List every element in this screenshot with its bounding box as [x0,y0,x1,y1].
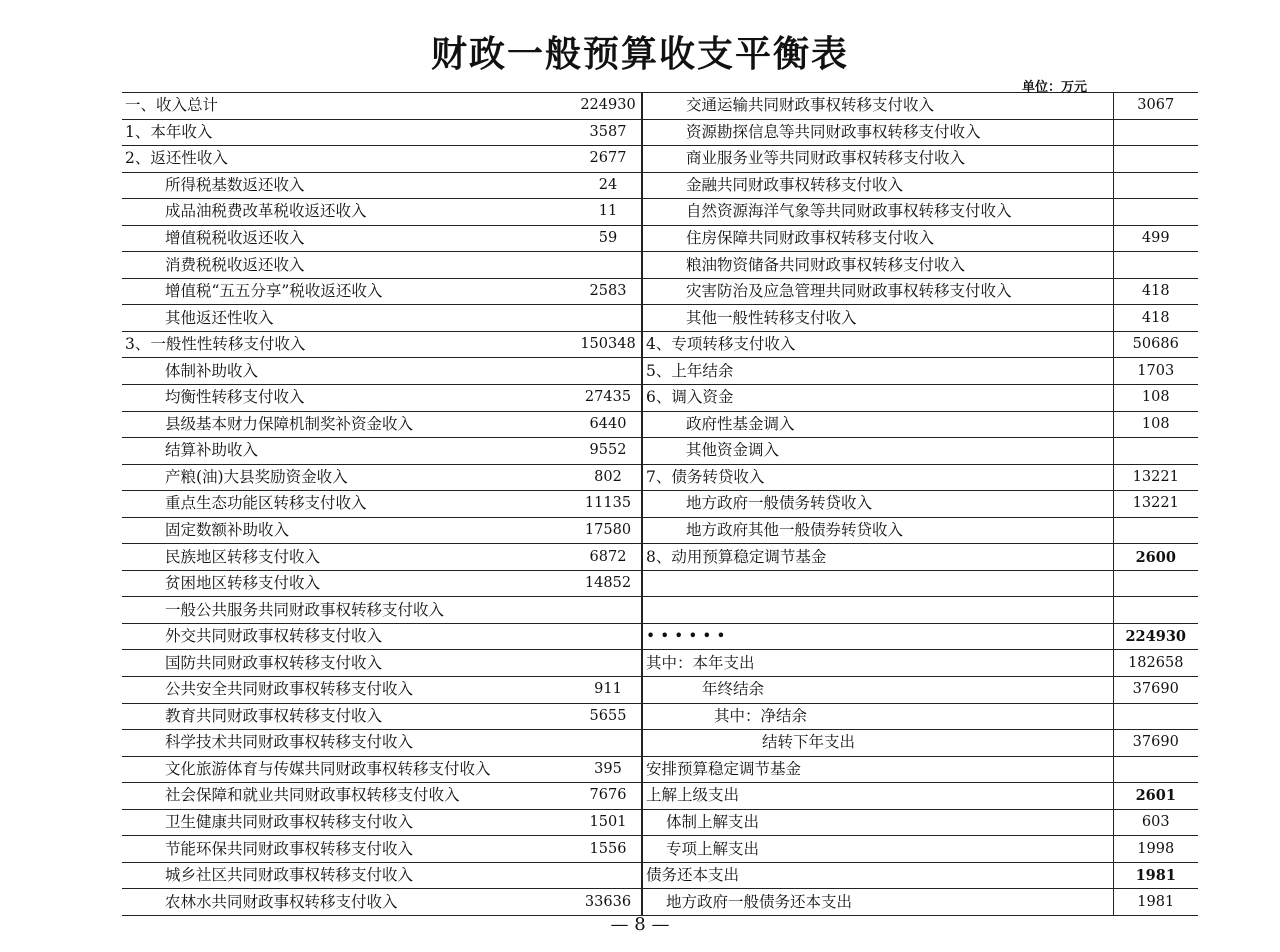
left-value-cell: 7676 [575,783,642,810]
left-value-cell: 59 [575,225,642,252]
left-label-cell: 所得税基数返还收入 [122,172,575,199]
left-label-cell: 增值税“五五分享”税收返还收入 [122,278,575,305]
right-value-cell [1113,756,1198,783]
left-value-cell: 802 [575,464,642,491]
table-row [122,278,1198,305]
table-row [122,305,1198,332]
right-label-cell: 金融共同财政事权转移支付收入 [642,172,1113,199]
right-label-cell: 资源勘探信息等共同财政事权转移支付收入 [642,119,1113,146]
left-value-cell: 395 [575,756,642,783]
table-row [122,623,1198,650]
left-label-cell: 科学技术共同财政事权转移支付收入 [122,730,575,757]
left-label-cell: 消费税税收返还收入 [122,252,575,279]
table-row [122,517,1198,544]
left-value-cell [575,305,642,332]
left-label-cell: 卫生健康共同财政事权转移支付收入 [122,809,575,836]
right-label-cell: 其中：净结余 [642,703,1113,730]
left-label-cell: 公共安全共同财政事权转移支付收入 [122,677,575,704]
right-label-cell: 上解上级支出 [642,783,1113,810]
left-value-cell [575,730,642,757]
left-value-cell [575,650,642,677]
right-label-cell: 年终结余 [642,677,1113,704]
left-label-cell: 重点生态功能区转移支付收入 [122,491,575,518]
left-label-cell: 增值税税收返还收入 [122,225,575,252]
table-row [122,385,1198,412]
table-row [122,331,1198,358]
unit-label: 单位：万元 [1022,80,1088,95]
left-label-cell: 外交共同财政事权转移支付收入 [122,623,575,650]
left-label-cell: 城乡社区共同财政事权转移支付收入 [122,862,575,889]
left-value-cell: 27435 [575,385,642,412]
left-value-cell [575,252,642,279]
table-row [122,146,1198,173]
right-label-cell: 其他资金调入 [642,438,1113,465]
right-value-cell: 418 [1113,278,1198,305]
right-label-cell: 住房保障共同财政事权转移支付收入 [642,225,1113,252]
left-label-cell: 1、本年收入 [122,119,575,146]
right-value-cell: 50686 [1113,331,1198,358]
left-label-cell: 固定数额补助收入 [122,517,575,544]
left-label-cell: 一、收入总计 [122,93,575,120]
right-value-cell: 37690 [1113,730,1198,757]
right-value-cell: 108 [1113,385,1198,412]
right-label-cell: 自然资源海洋气象等共同财政事权转移支付收入 [642,199,1113,226]
right-value-cell: 499 [1113,225,1198,252]
left-value-cell: 1556 [575,836,642,863]
table-row [122,438,1198,465]
table-row [122,889,1198,916]
left-label-cell: 2、返还性收入 [122,146,575,173]
left-label-cell: 成品油税费改革税收返还收入 [122,199,575,226]
right-label-cell: 地方政府其他一般债券转贷收入 [642,517,1113,544]
left-value-cell: 2677 [575,146,642,173]
left-value-cell: 17580 [575,517,642,544]
table-row [122,119,1198,146]
right-label-cell: 体制上解支出 [642,809,1113,836]
right-label-cell: 8、动用预算稳定调节基金 [642,544,1113,571]
right-label-cell: 4、专项转移支付收入 [642,331,1113,358]
right-label-cell: 其中：本年支出 [642,650,1113,677]
table-row [122,703,1198,730]
left-value-cell: 14852 [575,570,642,597]
right-label-cell [642,570,1113,597]
table-row [122,225,1198,252]
table-row [122,411,1198,438]
right-value-cell: 2600 [1113,544,1198,571]
left-label-cell: 贫困地区转移支付收入 [122,570,575,597]
table-row [122,358,1198,385]
left-label-cell: 3、一般性性转移支付收入 [122,331,575,358]
right-label-cell: 灾害防治及应急管理共同财政事权转移支付收入 [642,278,1113,305]
left-value-cell [575,862,642,889]
left-label-cell: 其他返还性收入 [122,305,575,332]
table-row [122,730,1198,757]
table-row [122,650,1198,677]
right-value-cell: 224930 [1113,623,1198,650]
right-value-cell [1113,252,1198,279]
left-label-cell: 农林水共同财政事权转移支付收入 [122,889,575,916]
left-value-cell [575,623,642,650]
left-label-cell: 体制补助收入 [122,358,575,385]
right-value-cell: 1981 [1113,889,1198,916]
left-value-cell: 2583 [575,278,642,305]
right-label-cell: 交通运输共同财政事权转移支付收入 [642,93,1113,120]
table-row [122,570,1198,597]
table-row [122,464,1198,491]
right-value-cell: 182658 [1113,650,1198,677]
left-value-cell: 24 [575,172,642,199]
right-value-cell: 1998 [1113,836,1198,863]
right-label-cell: 商业服务业等共同财政事权转移支付收入 [642,146,1113,173]
right-value-cell: 13221 [1113,464,1198,491]
table-row [122,597,1198,624]
right-value-cell: 1703 [1113,358,1198,385]
right-value-cell [1113,146,1198,173]
page-number: — 8 — [610,914,670,935]
table-row [122,199,1198,226]
right-label-cell: 其他一般性转移支付收入 [642,305,1113,332]
left-value-cell [575,358,642,385]
left-label-cell: 县级基本财力保障机制奖补资金收入 [122,411,575,438]
right-value-cell: 3067 [1113,93,1198,120]
right-value-cell: 2601 [1113,783,1198,810]
right-label-cell: 债务还本支出 [642,862,1113,889]
left-value-cell: 150348 [575,331,642,358]
left-label-cell: 节能环保共同财政事权转移支付收入 [122,836,575,863]
right-value-cell [1113,438,1198,465]
right-value-cell [1113,517,1198,544]
table-row [122,836,1198,863]
left-label-cell: 教育共同财政事权转移支付收入 [122,703,575,730]
right-label-cell: 5、上年结余 [642,358,1113,385]
left-value-cell: 6440 [575,411,642,438]
left-value-cell: 1501 [575,809,642,836]
left-label-cell: 产粮(油)大县奖励资金收入 [122,464,575,491]
right-label-cell: 安排预算稳定调节基金 [642,756,1113,783]
right-label-cell: 7、债务转贷收入 [642,464,1113,491]
left-value-cell: 3587 [575,119,642,146]
page-title: 财政一般预算收支平衡表 [430,33,849,75]
left-label-cell: 社会保障和就业共同财政事权转移支付收入 [122,783,575,810]
table-row [122,172,1198,199]
left-value-cell: 911 [575,677,642,704]
right-label-cell: 结转下年支出 [642,730,1113,757]
left-value-cell: 33636 [575,889,642,916]
right-value-cell [1113,119,1198,146]
table-row [122,862,1198,889]
left-value-cell: 5655 [575,703,642,730]
table-row [122,783,1198,810]
balance-table-body [122,93,1198,916]
left-value-cell: 9552 [575,438,642,465]
right-value-cell [1113,570,1198,597]
table-row [122,491,1198,518]
table-row [122,544,1198,571]
left-value-cell: 224930 [575,93,642,120]
right-value-cell: 1981 [1113,862,1198,889]
right-value-cell [1113,597,1198,624]
left-label-cell: 结算补助收入 [122,438,575,465]
table-row [122,756,1198,783]
balance-table [122,92,1198,916]
right-label-cell [642,597,1113,624]
left-label-cell: 文化旅游体育与传媒共同财政事权转移支付收入 [122,756,575,783]
right-value-cell [1113,172,1198,199]
left-label-cell: 均衡性转移支付收入 [122,385,575,412]
table-row [122,252,1198,279]
left-value-cell: 11135 [575,491,642,518]
right-label-cell: 地方政府一般债务还本支出 [642,889,1113,916]
right-label-cell: 政府性基金调入 [642,411,1113,438]
left-value-cell [575,597,642,624]
right-value-cell: 37690 [1113,677,1198,704]
left-label-cell: 民族地区转移支付收入 [122,544,575,571]
left-label-cell: 一般公共服务共同财政事权转移支付收入 [122,597,575,624]
right-value-cell: 108 [1113,411,1198,438]
right-value-cell: 603 [1113,809,1198,836]
right-label-cell: 6、调入资金 [642,385,1113,412]
right-value-cell [1113,703,1198,730]
left-label-cell: 国防共同财政事权转移支付收入 [122,650,575,677]
right-value-cell: 13221 [1113,491,1198,518]
left-value-cell: 6872 [575,544,642,571]
table-row [122,809,1198,836]
right-label-cell: 粮油物资储备共同财政事权转移支付收入 [642,252,1113,279]
right-label-cell: 专项上解支出 [642,836,1113,863]
table-row [122,93,1198,120]
right-label-cell: • • • • • • [642,623,1113,650]
right-value-cell [1113,199,1198,226]
right-value-cell: 418 [1113,305,1198,332]
right-label-cell: 地方政府一般债务转贷收入 [642,491,1113,518]
table-row [122,677,1198,704]
left-value-cell: 11 [575,199,642,226]
